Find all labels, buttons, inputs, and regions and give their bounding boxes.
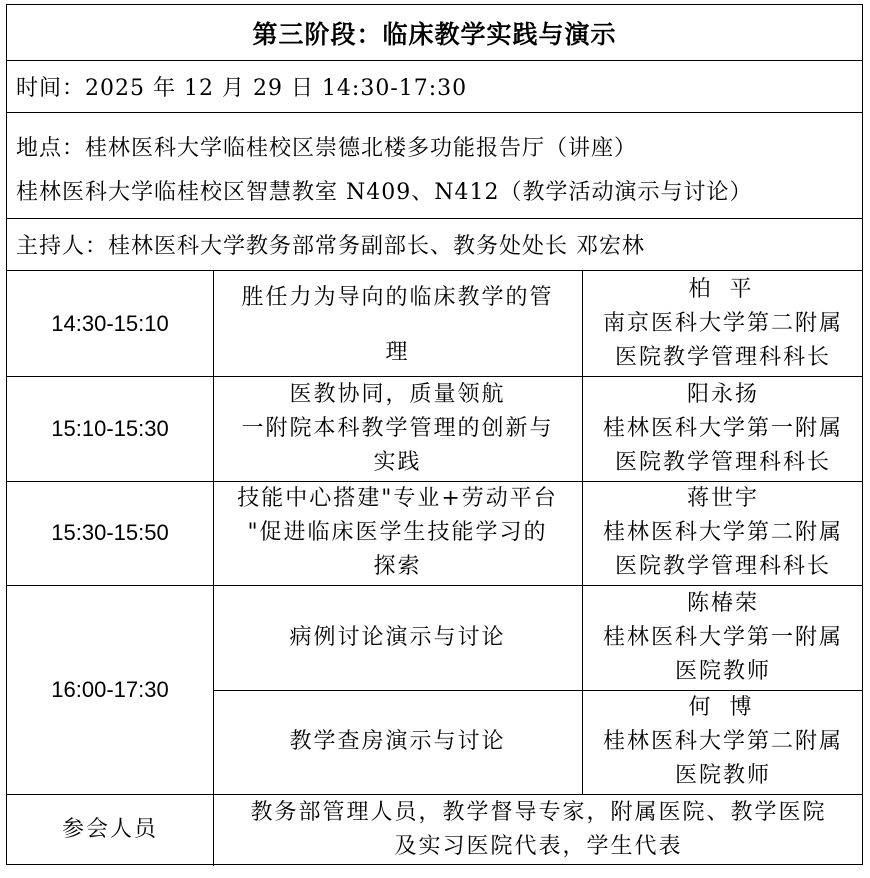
speaker-name: 蒋世宇 <box>686 486 759 511</box>
speaker-role: 医院教学管理科科长 <box>614 449 831 475</box>
session-speaker <box>582 585 864 690</box>
session-speaker <box>582 481 864 585</box>
section-title: 第三阶段：临床教学实践与演示 <box>7 5 862 61</box>
session-time: 16:00-17:30 <box>51 676 169 702</box>
topic-line: 病例讨论演示与讨论 <box>289 624 506 650</box>
speaker-org: 桂林医科大学第二附属 <box>602 520 843 545</box>
attendees-line: 及实习医院代表，学生代表 <box>394 834 683 859</box>
schedule-table <box>6 4 863 865</box>
topic-line: 技能中心搭建"专业+劳动平台 <box>237 486 558 511</box>
attendees-label: 参会人员 <box>61 817 158 842</box>
speaker-name: 柏 平 <box>688 276 758 302</box>
speaker-org: 桂林医科大学第二附属 <box>602 729 843 754</box>
speaker-org: 桂林医科大学第一附属 <box>602 624 843 650</box>
session-topic <box>213 271 582 376</box>
session-time: 14:30-15:10 <box>51 310 169 336</box>
topic-line: 教学查房演示与讨论 <box>289 729 506 754</box>
place-block <box>7 113 862 219</box>
host-line: 主持人：桂林医科大学教务部常务副部长、教务处处长 邓宏林 <box>7 219 862 271</box>
session-time: 15:30-15:50 <box>51 520 169 545</box>
time-line: 时间：2025 年 12 月 29 日 14:30-17:30 <box>7 61 862 113</box>
topic-line: 医教协同，质量领航 <box>289 381 506 407</box>
attendees-line: 教务部管理人员，教学督导专家，附属医院、教学医院 <box>250 800 827 825</box>
session-grid <box>7 271 862 864</box>
topic-line: "促进临床医学生技能学习的 <box>247 520 548 545</box>
topic-line: 探索 <box>373 554 422 579</box>
attendees-list <box>213 794 864 866</box>
speaker-role: 医院教师 <box>674 658 771 684</box>
session-topic <box>213 376 582 481</box>
speaker-name: 阳永扬 <box>686 381 759 407</box>
place-line-2: 桂林医科大学临桂校区智慧教室 N409、N412（教学活动演示与讨论） <box>16 180 753 205</box>
session-speaker <box>582 271 864 376</box>
speaker-name: 何 博 <box>688 695 758 720</box>
session-topic <box>213 585 582 690</box>
speaker-role: 医院教师 <box>674 763 771 788</box>
session-speaker <box>582 690 864 794</box>
topic-line: 一附院本科教学管理的创新与 <box>241 415 554 441</box>
session-topic <box>213 481 582 585</box>
session-speaker <box>582 376 864 481</box>
place-line-1: 地点：桂林医科大学临桂校区崇德北楼多功能报告厅（讲座） <box>16 136 638 161</box>
speaker-org: 南京医科大学第二附属 <box>602 310 843 336</box>
speaker-role: 医院教学管理科科长 <box>614 344 831 370</box>
session-topic <box>213 690 582 794</box>
speaker-name: 陈椿荣 <box>686 590 759 616</box>
topic-line: 胜任力为导向的临床教学的管 <box>241 285 554 310</box>
topic-line: 理 <box>385 340 410 365</box>
session-time: 15:10-15:30 <box>51 415 169 441</box>
topic-line: 实践 <box>373 449 422 475</box>
speaker-role: 医院教学管理科科长 <box>614 554 831 579</box>
speaker-org: 桂林医科大学第一附属 <box>602 415 843 441</box>
